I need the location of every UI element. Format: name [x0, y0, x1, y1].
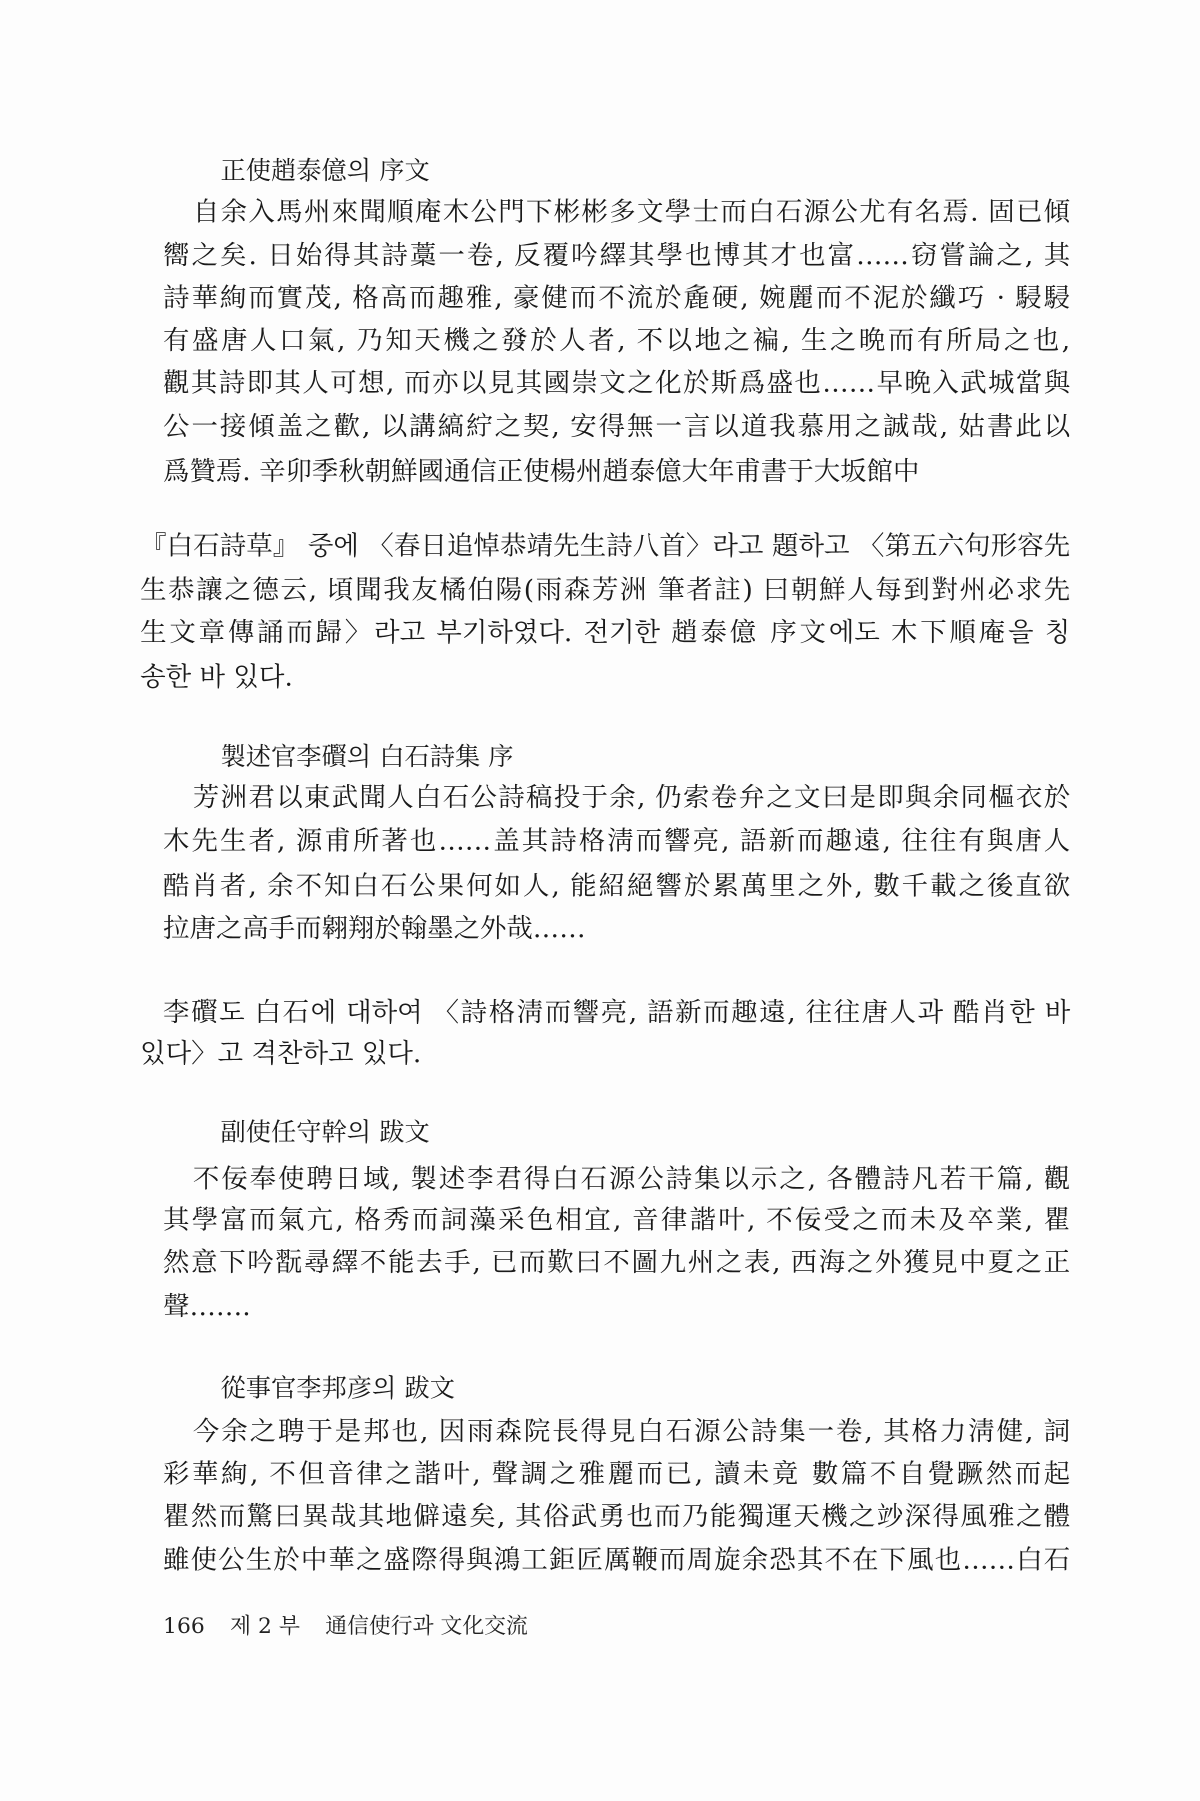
section-heading: 副使任守幹의 跋文 — [220, 1118, 430, 1148]
quoted-text-line: 公一接傾盖之歡, 以講縞紵之契, 安得無一言以道我慕用之誠哉, 姑書此以 — [163, 412, 1071, 443]
commentary-text-line: 송한 바 있다. — [140, 662, 293, 693]
commentary-text-line: 『白石詩草』 중에 〈春日追悼恭靖先生詩八首〉라고 題하고 〈第五六句形容先 — [140, 531, 1071, 562]
part-label: 제 2 부 — [230, 1613, 300, 1639]
quoted-text-line: 然意下吟翫尋繹不能去手, 已而歎曰不圖九州之表, 西海之外獲見中夏之正 — [163, 1248, 1071, 1279]
quoted-text-line: 木先生者, 源甫所著也……盖其詩格淸而響亮, 語新而趣遠, 往往有與唐人 — [163, 826, 1071, 857]
quoted-text-line: 詩華絢而實茂, 格高而趣雅, 豪健而不流於麁硬, 婉麗而不泥於纖巧 · 駸駸 — [163, 283, 1071, 314]
quoted-text-line: 酷肖者, 余不知白石公果何如人, 能紹絕響於累萬里之外, 數千載之後直欲 — [163, 871, 1071, 902]
quoted-text-line: 爲贊焉. 辛卯季秋朝鮮國通信正使楊州趙泰億大年甫書于大坂館中 — [163, 457, 920, 487]
commentary-text-line: 生文章傳誦而歸〉라고 부기하였다. 전기한 趙泰億 序文에도 木下順庵을 칭 — [140, 617, 1071, 648]
quoted-text-line: 嚮之矣. 日始得其詩藁一卷, 反覆吟繹其學也博其才也富……窃嘗論之, 其 — [163, 241, 1071, 271]
quoted-text-line: 其學富而氣亢, 格秀而詞藻采色相宜, 音律諧叶, 不佞受之而未及卒業, 瞿 — [163, 1205, 1071, 1236]
quoted-text-line: 瞿然而驚曰異哉其地僻遠矣, 其俗武勇也而乃能獨運天機之竗深得風雅之體 — [163, 1501, 1071, 1532]
commentary-text-line: 生恭讓之德云, 頃聞我友橘伯陽(雨森芳洲 筆者註) 曰朝鮮人每到對州必求先 — [140, 575, 1071, 606]
quoted-text-line: 觀其詩即其人可想, 而亦以見其國崇文之化於斯爲盛也……早晩入武城當與 — [163, 368, 1071, 399]
quoted-text-line: 雖使公生於中華之盛際得與鴻工鉅匠厲鞭而周旋余恐其不在下風也……白石 — [163, 1545, 1071, 1576]
page-number: 166 — [163, 1613, 205, 1639]
quoted-text-line: 今余之聘于是邦也, 因雨森院長得見白石源公詩集一卷, 其格力淸健, 詞 — [192, 1417, 1071, 1447]
page-footer — [163, 1610, 546, 1642]
section-heading: 製述官李礥의 白石詩集 序 — [220, 742, 514, 772]
quoted-text-line: 拉唐之高手而翱翔於翰墨之外哉…… — [163, 914, 586, 944]
quoted-text-line: 不佞奉使聘日域, 製述李君得白石源公詩集以示之, 各體詩凡若干篇, 觀 — [192, 1164, 1071, 1195]
quoted-text-line: 自余入馬州來聞順庵木公門下彬彬多文學士而白石源公尤有名焉. 固已傾 — [192, 197, 1071, 228]
commentary-text-line: 李礥도 白石에 대하여 〈詩格淸而響亮, 語新而趣遠, 往往唐人과 酷肖한 바 — [163, 997, 1071, 1028]
section-heading: 正使趙泰億의 序文 — [220, 157, 430, 187]
quoted-text-line: 聲……. — [163, 1291, 251, 1322]
quoted-text-line: 彩華絢, 不但音律之諧叶, 聲調之雅麗而已, 讀未竟 數篇不自覺蹶然而起 — [163, 1459, 1071, 1490]
quoted-text-line: 有盛唐人口氣, 乃知天機之發於人者, 不以地之褊, 生之晩而有所局之也, — [163, 326, 1071, 356]
commentary-text-line: 있다〉고 격찬하고 있다. — [140, 1039, 422, 1070]
section-heading: 從事官李邦彦의 跋文 — [220, 1374, 456, 1404]
part-title: 通信使行과 文化交流 — [325, 1613, 528, 1639]
quoted-text-line: 芳洲君以東武聞人白石公詩稿投于余, 仍索卷弁之文曰是即與余同樞衣於 — [192, 783, 1071, 813]
